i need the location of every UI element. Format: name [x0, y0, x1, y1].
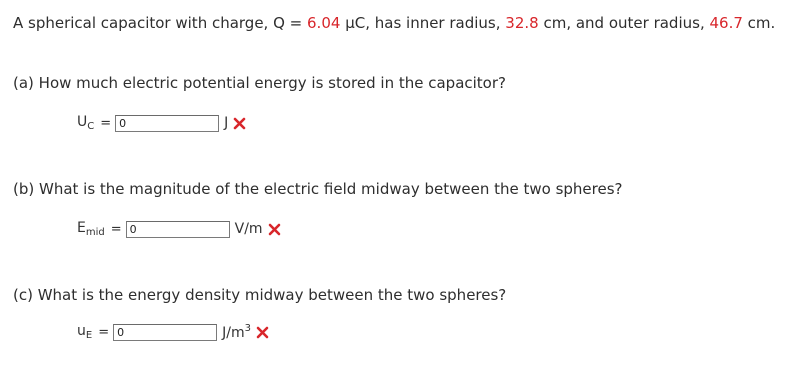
variable-main-c: u [77, 323, 86, 339]
x-mark-icon [256, 326, 269, 339]
charge-value: 6.04 [307, 14, 341, 32]
answer-row-a [77, 113, 246, 133]
unit-exponent-c: 3 [244, 323, 251, 334]
variable-label-a [77, 114, 94, 132]
variable-main-b: E [77, 220, 86, 236]
answer-input-a[interactable] [115, 115, 219, 132]
variable-main-a: U [77, 114, 88, 130]
variable-sub-a: C [87, 121, 95, 132]
problem-text-3: cm, and outer radius, [538, 14, 710, 32]
unit-base-c: J/m [222, 325, 245, 341]
variable-sub-b: mid [85, 227, 105, 238]
question-b: (b) What is the magnitude of the electric field midway between the two spheres? [13, 180, 623, 198]
unit-c [222, 323, 251, 341]
problem-text-1: A spherical capacitor with charge, Q = [13, 14, 308, 32]
equals-sign-c: = [98, 324, 110, 340]
answer-input-c[interactable] [113, 324, 217, 341]
question-c: (c) What is the energy density midway between the two spheres? [13, 286, 507, 304]
variable-label-b [77, 220, 105, 238]
equals-sign-a: = [100, 115, 112, 131]
equals-sign-b: = [110, 221, 122, 237]
variable-sub-c: E [85, 330, 93, 341]
answer-row-c [77, 322, 269, 342]
outer-radius-value: 46.7 [709, 14, 743, 32]
question-a: (a) How much electric potential energy is stored in the capacitor? [13, 74, 506, 92]
problem-statement [13, 14, 775, 32]
answer-input-b[interactable] [126, 221, 230, 238]
x-mark-icon [233, 117, 246, 130]
unit-b: V/m [234, 221, 263, 237]
problem-text-4: cm. [742, 14, 776, 32]
answer-row-b [77, 219, 281, 239]
variable-label-c [77, 323, 92, 341]
problem-text-2: μC, has inner radius, [340, 14, 506, 32]
unit-a: J [224, 115, 229, 131]
inner-radius-value: 32.8 [505, 14, 539, 32]
x-mark-icon [268, 223, 281, 236]
